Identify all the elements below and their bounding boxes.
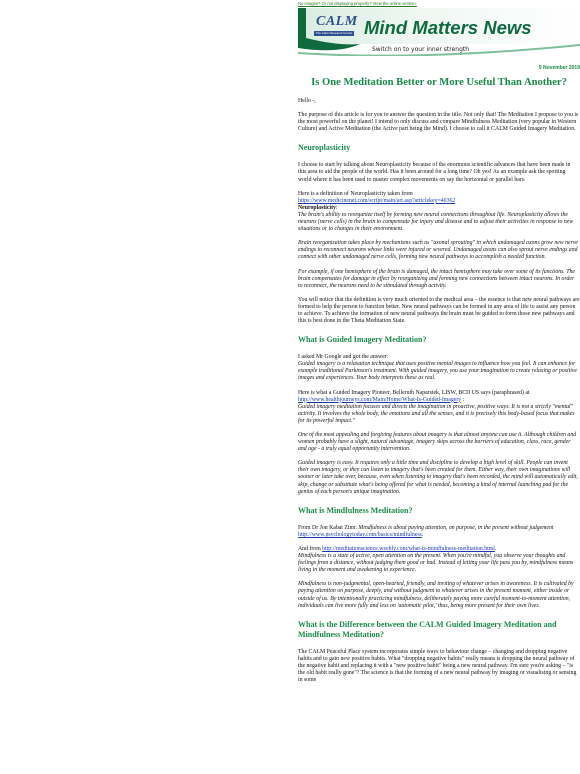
- newsletter-column: [298, 0, 580, 774]
- zinn-end: .: [421, 531, 424, 538]
- guided-imagery-quote-4: Guided imagery is easy. It requires only a little time and discipline to develop a high level of skill. People can invent their own imagery, or they can listen to imagery that's been created for them. Either way, their own imaginations will sooner or later take over, because, even when listening to imagery that's been recorded, the mind will automatically edit, skip, change or substitute what's being offered for what is needed, becoming a kind of internal launching pad for the genius of each person's unique imagination.: [298, 460, 578, 495]
- definition-paragraph-3: For example, if one hemisphere of the brain is damaged, the intact hemisphere may take over some of its functions. The brain compensates for damage in effect by reorganizing and forming new connections between intact neurons. In order to reconnect, the neurons need to be stimulated through activity.: [298, 268, 575, 289]
- meditationscience-link[interactable]: http://meditationscience.weebly.com/what-is-mindfulness-meditation.html: [322, 545, 495, 552]
- term-colon: :: [335, 204, 338, 211]
- logo-text: CALM: [316, 14, 358, 29]
- guided-imagery-heading: What is Guided Imagery Meditation?: [298, 335, 427, 345]
- from-end: .: [494, 545, 497, 552]
- view-online-link[interactable]: No images? Or not displaying properly? View the online version.: [298, 1, 417, 6]
- neuroplasticity-heading: Neuroplasticity: [298, 143, 351, 153]
- pioneer-quote: Guided imagery meditation focuses and directs the imagination in proactive, positive ways. It is not a strictly "mental" activity. It involves the whole body, the emotions and all the senses, and it is precisely this body-based focus that makes for its powerful impact.": [298, 403, 575, 424]
- guided-imagery-quote-3: One of the most appealing and forgiving features about imagery is that almost anyone can use it. Although children and women probably have a slight, natural advantage, imagery skips across the barriers of education, class, race, gender and age - a truly equal opportunity intervention.: [298, 432, 577, 453]
- newsletter-title: Mind Matters News: [364, 17, 532, 38]
- definition-paragraph-2: Brain reorganization takes place by mechanisms such as "axonal sprouting" in which undamaged axons grow new nerve endings to reconnect neurons whose links were injured or severed. Undamaged axons can also sprout nerve endings and connect with other undamaged nerve cells, forming new neural pathways to accomplish a needed function.: [298, 240, 578, 261]
- from-prefix: And from: [298, 545, 323, 552]
- guided-imagery-definition: Guided imagery is a relaxation technique that uses positive mental images to influence how you feel. It can enhance for example traditional Parkinson's treatment. With guided imagery, you use your imagination to create relaxing or positive images and experiences. Your body interprets these as real.: [298, 361, 577, 382]
- zinn-paragraph: [298, 525, 580, 539]
- calm-logo: [314, 14, 358, 38]
- psychologytoday-link[interactable]: http://www.psychologytoday.com/basics/mindfulness: [298, 531, 422, 538]
- neuroplasticity-paragraph: I choose to start by talking about Neuroplasticity because of the enormous scientific advances that have been made in this area to aid the people of the world. Has it been around for a long time? Oh yes! As an example ask the sporting world where it has been used to master complex movements on say the horizontal or parallel bars.: [298, 162, 571, 183]
- zinn-quote: Mindfulness is about paying attention, on purpose, in the present without judgement: [358, 524, 554, 531]
- masthead-banner: [298, 8, 580, 56]
- pioneer-paragraph: [298, 390, 580, 425]
- meditationscience-paragraph: [298, 546, 580, 574]
- mindfulness-quote-2: Mindfulness is non-judgmental, open-hearted, friendly, and inviting of whatever arises in awareness. It is cultivated by paying attention on purpose, deeply, and without judgment to whatever arises in the present moment, either inside or outside of us. By intentionally practicing mindfulness, deliberately paying more careful moment-to-moment attention, individuals can live more fully and less on 'automatic pilot,' thus, being more present for their own lives.: [298, 581, 574, 609]
- term-neuroplasticity: Neuroplasticity: [298, 204, 336, 211]
- guided-imagery-quote-1: [298, 354, 580, 382]
- pioneer-intro: Here is what a Guided Imagery Pioneer, Belleruth Naparstek, LISW, BCD US says (paraphrased) at: [298, 389, 530, 396]
- issue-date: 9 November 2019: [538, 65, 580, 71]
- pioneer-suffix: :: [461, 396, 465, 403]
- healthjourneys-link[interactable]: http://www.healthjourneys.com/Main/Home/What-Is-Guided-Imagery: [298, 396, 462, 403]
- definition-intro: [298, 191, 580, 212]
- medicinenet-link[interactable]: https://www.medicinenet.com/script/main/art.asp?articlekey=40362: [298, 197, 456, 204]
- mindfulness-quote-1: Mindfulness is a state of active, open attention on the present. When you're mindful, you observe your thoughts and feelings from a distance, without judging them good or bad. Instead of letting your life pass you by, mindfulness means living in the moment and awakening to experience.: [298, 553, 574, 574]
- article-title: Is One Meditation Better or More Useful Than Another?: [311, 77, 567, 88]
- newsletter-tagline: Switch on to your inner strength: [372, 46, 470, 53]
- definition-intro-text: Here is a definition of Neuroplasticity taken from: [298, 190, 413, 197]
- logo-subtext: The Calm Research Centre: [315, 31, 353, 35]
- greeting: Hello -,: [298, 98, 316, 104]
- zinn-prefix: From Dr Jon Kabat Zinn:: [298, 524, 359, 531]
- definition-paragraph-1: The brain's ability to reorganize itself by forming new neural connections throughout life. Neuroplasticity allows the neurons (nerve cells) in the brain to compensate for injury and disease and to adjust their activities in response to new situations or to changes in their environment.: [298, 211, 574, 233]
- neuroplasticity-summary: You will notice that the definition is very much oriented to the medical area – the essence is that new neural pathways are formed to help the person to function better. New neural pathways can be formed in any area of life to assist any person to achieve. To achieve the formation of new neural pathways the brain must be guided to form those new pathways and this is best done in the Theta Meditation State.: [298, 296, 580, 325]
- intro-paragraph: The purpose of this article is for you to answer the question in the title. Not only that! The Meditation I propose to you is the most powerful on the planet! I intend to only discuss and compare Mindfulness Meditation (very popular in Western Culture) and Active Meditation (the Active part being the Mind). I choose to call it CALM Guided Imagery Meditation.: [298, 112, 579, 133]
- guided-imagery-intro: I asked Mr Google and got the answer:: [298, 354, 389, 361]
- difference-heading: What is the Difference between the CALM Guided Imagery Meditation and Mindfulness Meditation?: [298, 619, 557, 639]
- mindfulness-heading: What is Mindfulness Meditation?: [298, 505, 413, 515]
- difference-paragraph: The CALM Peaceful Place system incorporates simple ways to behaviour change – changing and dropping negative habits and to gain new positive habits. What "dropping negative habits" really means is dropping the neural pathway of the negative habit and replacing it with a "new positive habit" being a new neural pathway. I'm sure you're asking – "is the old habit really gone"? The science is that the forming of a new neural pathway by imaging or visualising or sensing in some: [298, 648, 577, 684]
